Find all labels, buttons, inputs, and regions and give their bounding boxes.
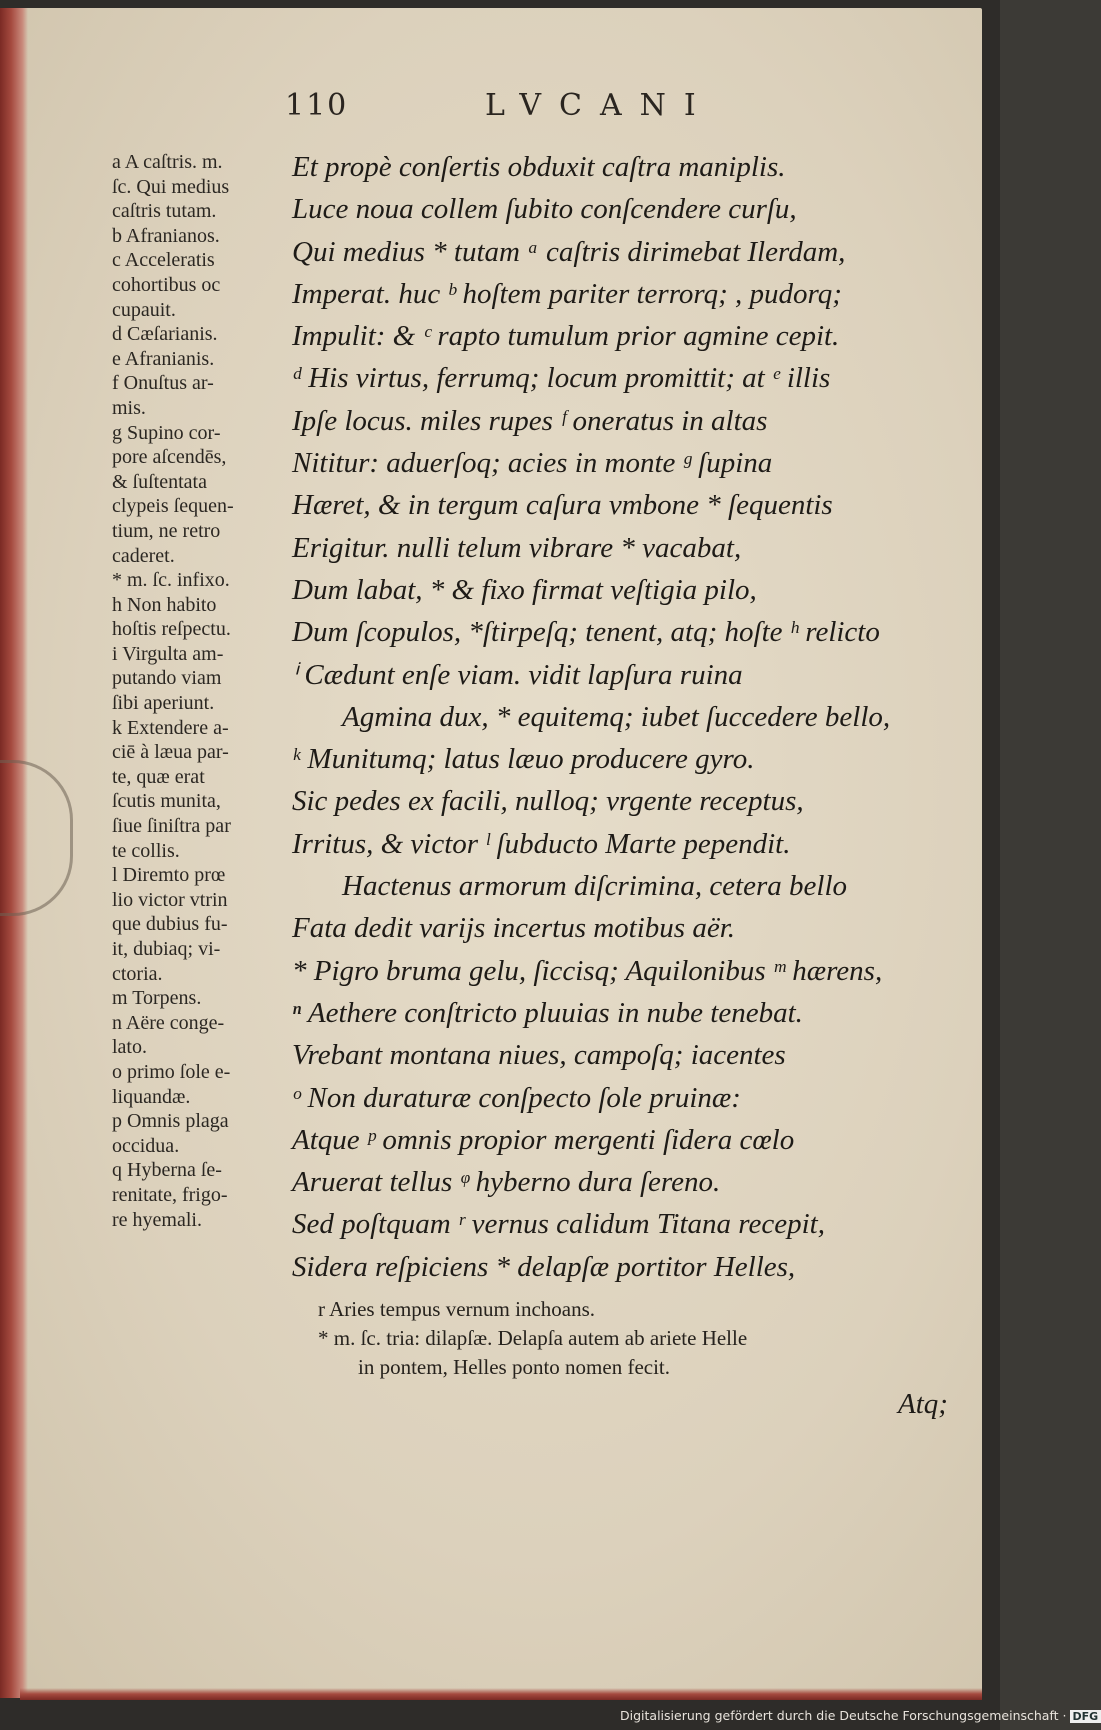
margin-note-line: k Extendere a-	[112, 716, 229, 739]
page-edge-bottom	[20, 1688, 982, 1700]
page-header	[285, 88, 745, 128]
marginal-glosses	[112, 150, 292, 1232]
margin-note-line: ſc. Qui medius	[112, 175, 230, 198]
margin-note-line: a A caſtris. m.	[112, 151, 223, 173]
catchword: Atq;	[898, 1388, 948, 1420]
verse-line: Dum labat, * & fixo firmat veſtigia pilo,	[292, 573, 757, 606]
verse-line: Dum ſcopulos, *ſtirpeſq; tenent, atq; hoſte ʰ relicto	[292, 616, 880, 649]
margin-note-line: lio victor vtrin	[112, 888, 228, 911]
verse-line: ᵒ Non duraturæ conſpecto ſole pruinæ:	[292, 1081, 741, 1114]
verse-line: Atque ᵖ omnis propior mergenti ſidera cœlo	[292, 1123, 795, 1156]
margin-note-line: i Virgulta am-	[112, 642, 224, 665]
verse-line: Sidera reſpiciens * delapſæ portitor Helles,	[292, 1250, 796, 1283]
margin-note-line: c Acceleratis	[112, 249, 215, 272]
margin-note-line: occidua.	[112, 1134, 180, 1157]
margin-note-line: te collis.	[112, 839, 180, 862]
margin-note-line: pore aſcendēs,	[112, 446, 227, 469]
verse-line: Et propè conſertis obduxit caſtra maniplis.	[292, 151, 786, 183]
verse-line: Qui medius * tutam ᵃ caſtris dirimebat Ilerdam,	[292, 235, 846, 268]
verse-line: Aruerat tellus ᵠ hyberno dura ſereno.	[292, 1166, 721, 1199]
margin-note-line: re hyemali.	[112, 1208, 202, 1231]
margin-note-line: * m. ſc. infixo.	[112, 569, 230, 592]
margin-note-line: ſibi aperiunt.	[112, 692, 215, 715]
verse-line: ᵈ His virtus, ferrumq; locum promittit; at ᵉ illis	[292, 362, 831, 395]
verse-line: Ipſe locus. miles rupes ᶠ oneratus in altas	[292, 404, 768, 437]
footnote-line: in pontem, Helles ponto nomen fecit.	[358, 1355, 671, 1379]
margin-note-line: liquandæ.	[112, 1085, 191, 1108]
dfg-logo: DFG	[1070, 1710, 1101, 1723]
margin-note-line: hoſtis reſpectu.	[112, 618, 231, 641]
verse-line: Impulit: & ᶜ rapto tumulum prior agmine cepit.	[292, 320, 840, 353]
margin-note-line: caderet.	[112, 544, 175, 567]
margin-note-line: te, quæ erat	[112, 765, 205, 788]
margin-note-line: clypeis ſequen-	[112, 495, 234, 518]
verse-line: Erigitur. nulli telum vibrare * vacabat,	[292, 531, 742, 564]
verse-line: Vrebant montana niues, campoſq; iacentes	[292, 1039, 786, 1072]
verse-line: Hactenus armorum diſcrimina, cetera bello	[342, 870, 848, 903]
margin-note-line: mis.	[112, 396, 146, 419]
margin-note-line: ſcutis munita,	[112, 790, 221, 813]
margin-note-line: q Hyberna ſe-	[112, 1159, 222, 1182]
margin-note-line: m Torpens.	[112, 987, 202, 1010]
verse-text	[292, 146, 982, 1288]
margin-note-line: ctoria.	[112, 962, 163, 985]
margin-note-line: f Onuſtus ar-	[112, 372, 214, 395]
margin-note-line: b Afranianos.	[112, 224, 220, 247]
margin-note-line: g Supino cor-	[112, 421, 221, 444]
margin-note-line: l Diremto prœ	[112, 864, 226, 887]
page-number: 110	[285, 88, 349, 123]
margin-note-line: que dubius fu-	[112, 913, 228, 936]
margin-note-line: ciē à læua par-	[112, 741, 229, 764]
margin-note-line: cupauit.	[112, 298, 176, 321]
margin-note-line: n Aëre conge-	[112, 1011, 225, 1034]
margin-note-line: lato.	[112, 1036, 147, 1059]
margin-note-line: ſiue ſiniſtra par	[112, 815, 231, 838]
credit-text: Digitalisierung gefördert durch die Deutsche Forschungsgemeinschaft ·	[620, 1708, 1067, 1723]
digitization-credit	[620, 1708, 1099, 1728]
verse-line: * Pigro bruma gelu, ſiccisq; Aquilonibus ᵐ hærens,	[292, 954, 883, 987]
footnote-line: r Aries tempus vernum inchoans.	[318, 1297, 596, 1321]
verse-line: ᵏ Munitumq; latus læuo producere gyro.	[292, 743, 755, 776]
verse-line: Sed poſtquam ʳ vernus calidum Titana recepit,	[292, 1208, 825, 1241]
margin-note-line: tium, ne retro	[112, 519, 221, 542]
margin-note-line: it, dubiaq; vi-	[112, 938, 221, 960]
verse-line: Nititur: aduerſoq; acies in monte ᵍ ſupina	[292, 447, 773, 480]
margin-note-line: cohortibus oc	[112, 273, 221, 296]
footnotes	[318, 1295, 958, 1382]
verse-line: Imperat. huc ᵇ hoſtem pariter terrorq; , pudorq;	[292, 277, 842, 310]
verse-line: Irritus, & victor ˡ ſubducto Marte pependit.	[292, 827, 791, 860]
margin-note-line: p Omnis plaga	[112, 1110, 229, 1133]
running-head: LVCANI	[485, 88, 714, 123]
margin-note-line: h Non habito	[112, 593, 217, 616]
verse-line: Hæret, & in tergum caſura vmbone * ſequentis	[292, 489, 833, 522]
verse-line: Fata dedit varijs incertus motibus aër.	[292, 912, 736, 945]
margin-note-line: o primo ſole e-	[112, 1060, 231, 1083]
verse-line: ⁿ Aethere conſtricto pluuias in nube tenebat.	[292, 996, 803, 1029]
verse-line: Sic pedes ex facili, nulloq; vrgente receptus,	[292, 785, 804, 818]
verse-line: Luce noua collem ſubito conſcendere curſu,	[292, 193, 797, 226]
margin-note-line: caſtris tutam.	[112, 200, 217, 223]
margin-note-line: renitate, frigo-	[112, 1183, 228, 1206]
margin-note-line: & ſuſtentata	[112, 470, 207, 493]
footnote-line: * m. ſc. tria: dilapſæ. Delapſa autem ab ariete Helle	[318, 1326, 748, 1350]
verse-line: ⁱ Cædunt enſe viam. vidit lapſura ruina	[292, 658, 743, 691]
margin-note-line: d Cæſarianis.	[112, 323, 218, 346]
verse-line: Agmina dux, * equitemq; iubet ſuccedere bello,	[342, 700, 891, 733]
margin-note-line: e Afranianis.	[112, 347, 215, 370]
margin-note-line: putando viam	[112, 667, 222, 690]
